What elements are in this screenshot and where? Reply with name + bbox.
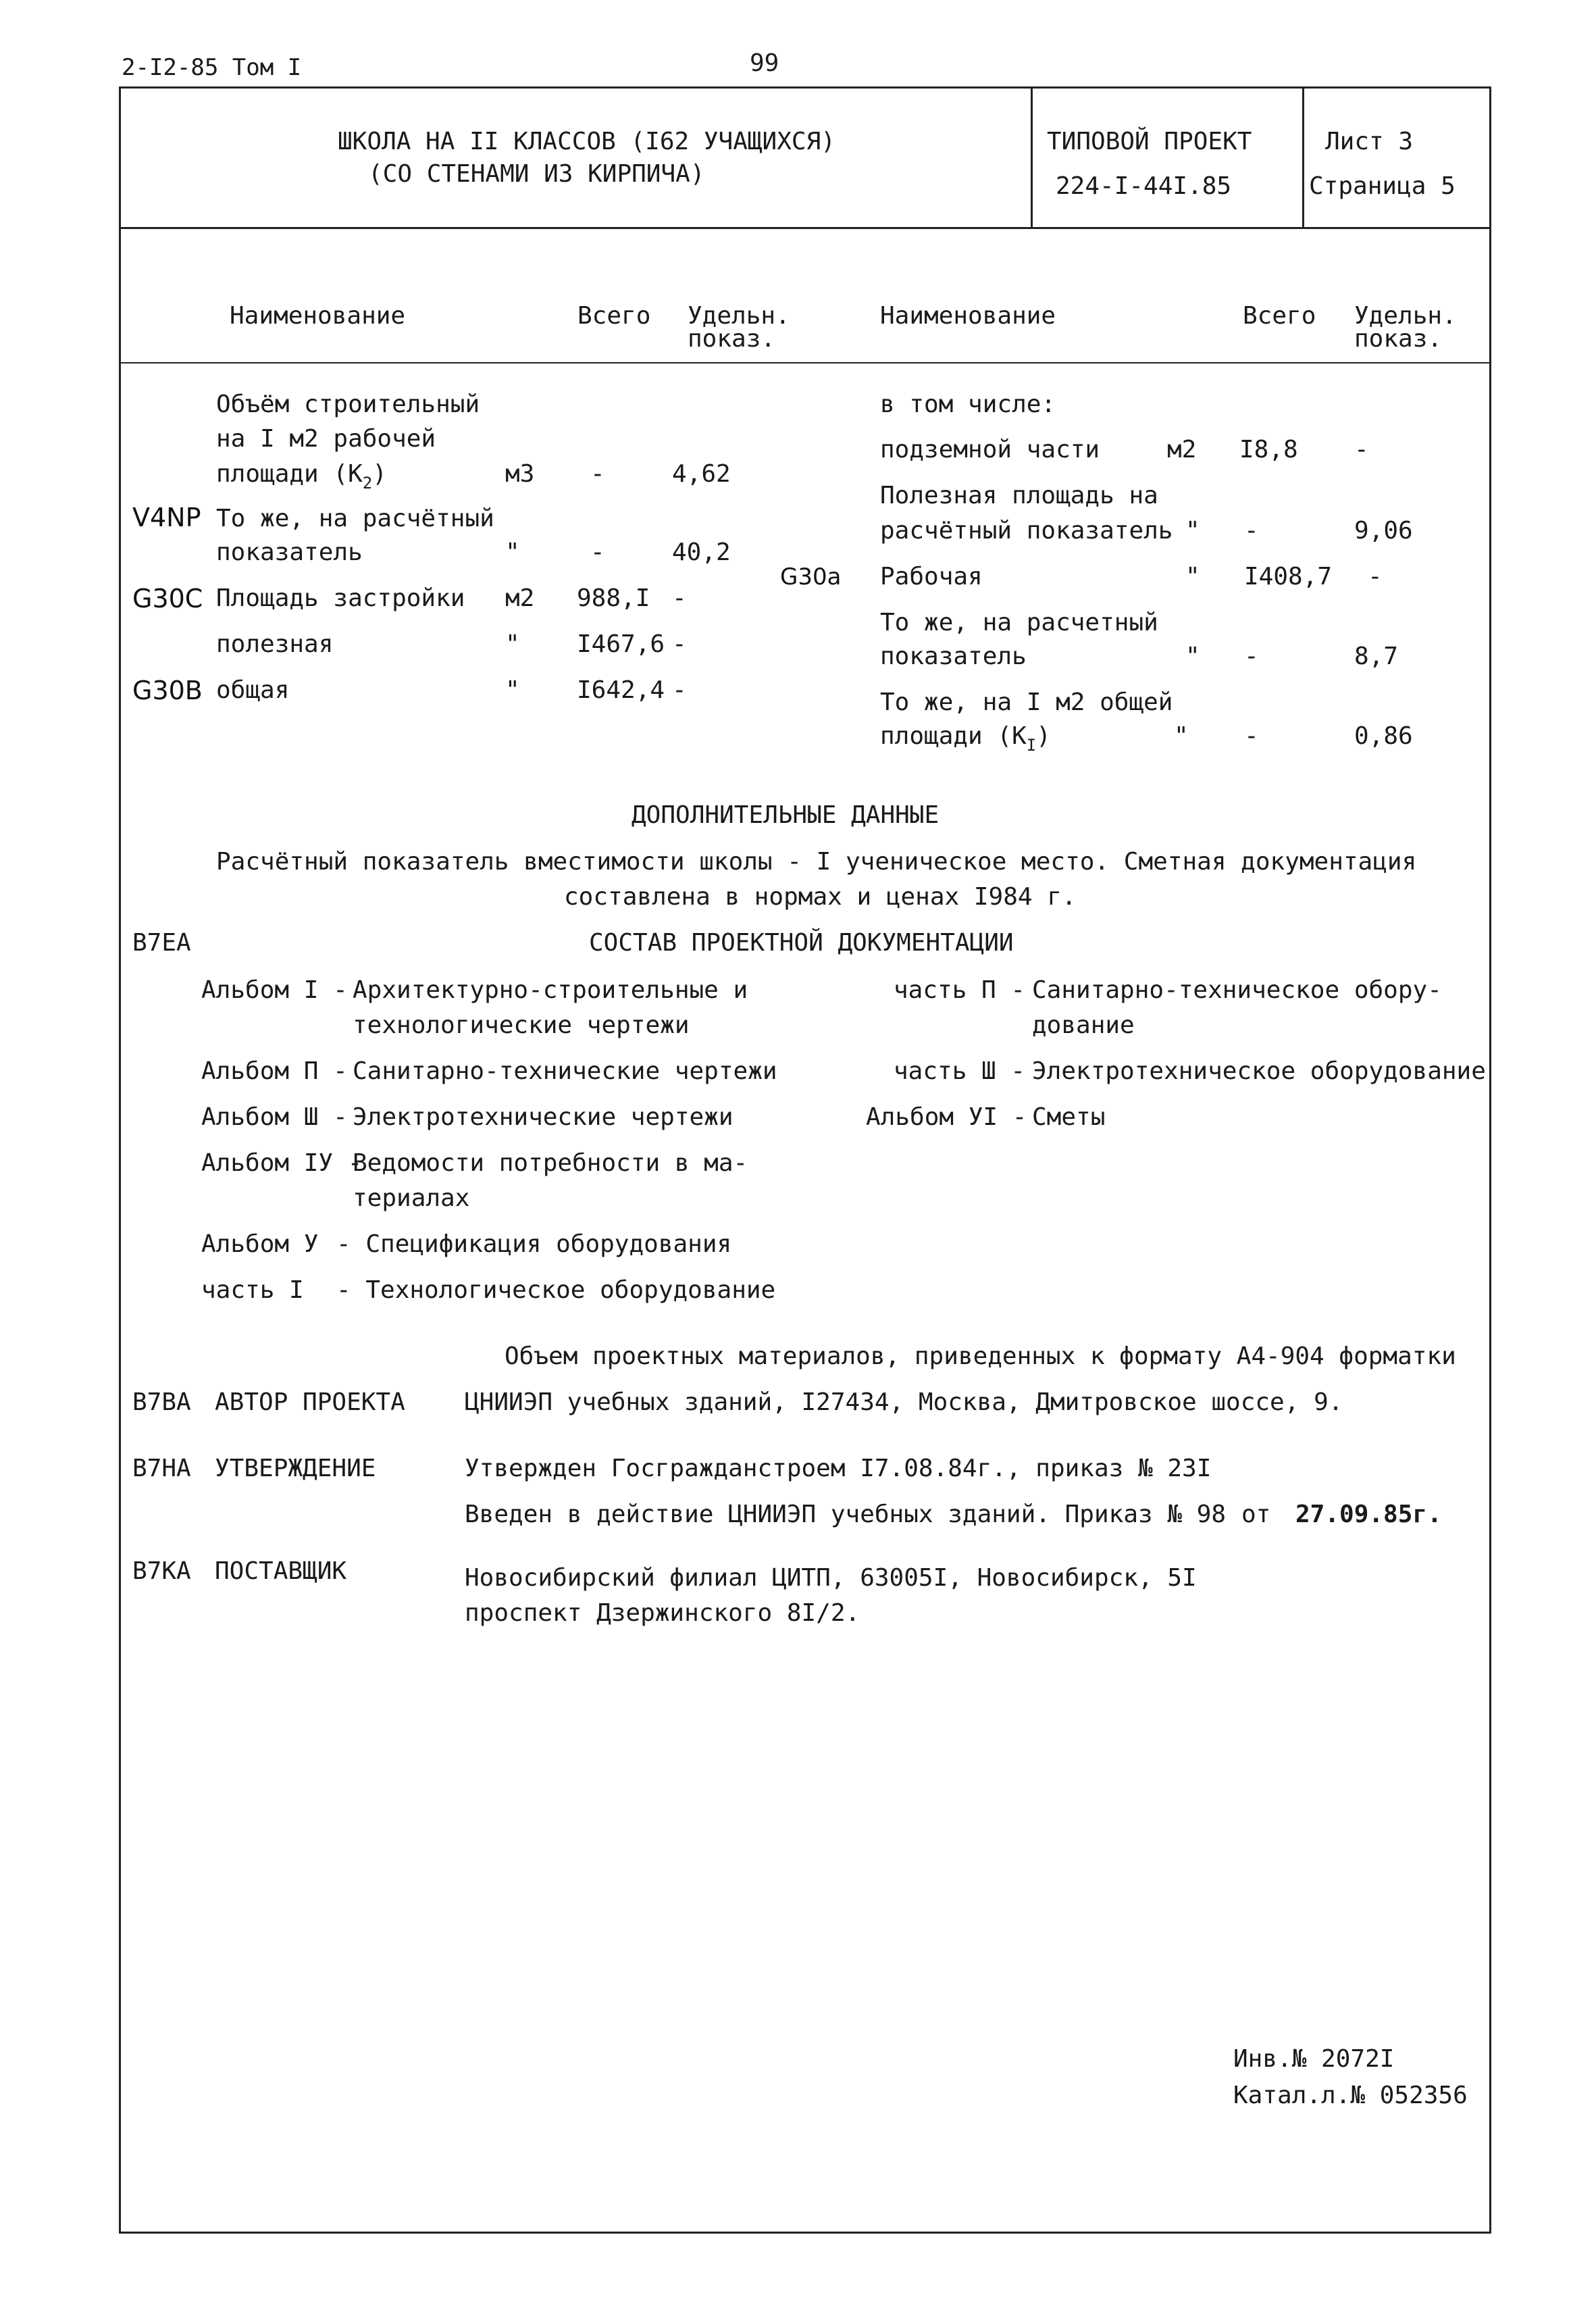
col-spec-right-1: Удельн. bbox=[1354, 302, 1457, 330]
info-decree: Введен в действие ЦНИИЭП учебных зданий. Приказ № 98 bbox=[465, 1501, 1227, 1528]
left-row-code: G30C bbox=[132, 584, 203, 613]
page-label: Страница 5 bbox=[1309, 172, 1456, 200]
right-row-spec: - bbox=[1354, 436, 1369, 463]
album-text: технологические чертежи bbox=[353, 1011, 690, 1039]
left-row-spec: - bbox=[672, 630, 687, 658]
right-row-line: Рабочая bbox=[880, 563, 983, 590]
col-name-left: Наименование bbox=[230, 302, 406, 330]
doc-code: 2-I2-85 Том I bbox=[122, 54, 302, 81]
left-row-total: 988,I bbox=[577, 584, 650, 612]
header-separator-2 bbox=[1302, 86, 1304, 228]
additional-text-1: Расчётный показатель вместимости школы - I ученическое место. Сметная документация bbox=[216, 848, 1417, 876]
left-row-spec: - bbox=[672, 676, 687, 704]
right-row-line: площади $(К_I)$ bbox=[880, 722, 1051, 755]
album-label: Альбом У bbox=[201, 1230, 319, 1258]
left-row-line: То же, на расчётный bbox=[216, 505, 494, 532]
right-row-unit: " bbox=[1185, 563, 1200, 590]
right-row-line: показатель bbox=[880, 643, 1027, 670]
album-text: Санитарно-технические чертежи bbox=[353, 1057, 777, 1085]
composition-heading: СОСТАВ ПРОЕКТНОЙ ДОКУМЕНТАЦИИ bbox=[589, 929, 1014, 957]
title-line-1: ШКОЛА НА II КЛАССОВ (I62 УЧАЩИХСЯ) bbox=[338, 128, 835, 155]
right-row-unit: " bbox=[1185, 517, 1200, 545]
right-row-unit: " bbox=[1174, 722, 1189, 750]
sheet-number: Лист 3 bbox=[1325, 128, 1414, 155]
left-row-line: общая bbox=[216, 676, 290, 704]
left-row-line: Площадь застройки bbox=[216, 584, 465, 612]
album-text: дование bbox=[1032, 1011, 1135, 1039]
left-row-spec: 4,62 bbox=[672, 460, 731, 488]
info-label: АВТОР ПРОЕКТА bbox=[215, 1388, 405, 1416]
album-label: Альбом П - bbox=[201, 1057, 348, 1085]
right-row-line: подземной части bbox=[880, 436, 1100, 463]
album-label: часть П - bbox=[894, 976, 1026, 1004]
right-row-line: в том числе: bbox=[880, 391, 1056, 418]
info-label: УТВЕРЖДЕНИЕ bbox=[215, 1455, 376, 1482]
album-text: - Технологическое оборудование bbox=[336, 1276, 776, 1304]
additional-text-2: составлена в нормах и ценах I984 г. bbox=[564, 883, 1077, 911]
title-line-2: (СО СТЕНАМИ ИЗ КИРПИЧА) bbox=[368, 160, 705, 188]
composition-code: B7EA bbox=[132, 929, 191, 957]
right-row-line: Полезная площадь на bbox=[880, 482, 1158, 509]
album-text: Архитектурно-строительные и bbox=[353, 976, 748, 1004]
left-row-total: I467,6 bbox=[577, 630, 665, 658]
right-row-total: I408,7 bbox=[1244, 563, 1333, 590]
header-divider bbox=[119, 227, 1491, 229]
left-row-code: G30B bbox=[132, 676, 203, 705]
right-row-line: То же, на расчетный bbox=[880, 609, 1158, 636]
info-code: B7KA bbox=[132, 1557, 191, 1585]
right-row-spec: 9,06 bbox=[1354, 517, 1413, 545]
col-name-right: Наименование bbox=[880, 302, 1056, 330]
info-line: ЦНИИЭП учебных зданий, I27434, Москва, Дмитровское шоссе, 9. bbox=[465, 1388, 1343, 1416]
info-label: ПОСТАВЩИК bbox=[215, 1557, 347, 1585]
left-row-line: полезная bbox=[216, 630, 334, 658]
album-text: Электротехнические чертежи bbox=[353, 1103, 733, 1131]
album-label: Альбом Ш - bbox=[201, 1103, 348, 1131]
info-line: Новосибирский филиал ЦИТП, 63005I, Новосибирск, 5I bbox=[465, 1564, 1197, 1592]
right-row-spec: - bbox=[1368, 563, 1383, 590]
info-line: проспект Дзержинского 8I/2. bbox=[465, 1599, 860, 1627]
volume-note: Объем проектных материалов, приведенных к формату А4-904 форматки bbox=[505, 1342, 1456, 1370]
album-label: Альбом УI - bbox=[866, 1103, 1027, 1131]
album-label: часть I bbox=[201, 1276, 304, 1304]
right-row-spec: 0,86 bbox=[1354, 722, 1413, 750]
col-spec-left-2: показ. bbox=[688, 325, 776, 353]
left-row-total: - bbox=[590, 538, 605, 566]
inventory-number: Инв.№ 2072I bbox=[1233, 2045, 1395, 2073]
left-row-line: Объём строительный bbox=[216, 391, 480, 418]
col-total-left: Всего bbox=[577, 302, 651, 330]
left-row-line: показатель bbox=[216, 538, 363, 566]
left-row-unit: " bbox=[505, 538, 520, 566]
project-type: ТИПОВОЙ ПРОЕКТ bbox=[1047, 128, 1252, 155]
right-row-unit: " bbox=[1185, 643, 1200, 670]
additional-heading: ДОПОЛНИТЕЛЬНЫЕ ДАННЫЕ bbox=[632, 801, 939, 829]
header-separator-1 bbox=[1031, 86, 1033, 228]
album-text: Ведомости потребности в ма- bbox=[353, 1149, 748, 1177]
left-row-code: V4NP bbox=[132, 503, 201, 532]
left-row-spec: - bbox=[672, 584, 687, 612]
album-text: - Спецификация оборудования bbox=[336, 1230, 732, 1258]
right-row-spec: 8,7 bbox=[1354, 643, 1399, 670]
right-row-line: расчётный показатель bbox=[880, 517, 1173, 545]
album-text: териалах bbox=[353, 1184, 470, 1212]
project-number: 224-I-44I.85 bbox=[1056, 172, 1232, 200]
album-label: Альбом IУ - bbox=[201, 1149, 363, 1177]
album-label: часть Ш - bbox=[894, 1057, 1026, 1085]
album-text: Сметы bbox=[1032, 1103, 1106, 1131]
album-label: Альбом I - bbox=[201, 976, 348, 1004]
left-row-line: на I м2 рабочей bbox=[216, 425, 436, 453]
info-line: Утвержден Госгражданстроем I7.08.84г., приказ № 23I bbox=[465, 1455, 1212, 1482]
right-row-total: I8,8 bbox=[1239, 436, 1298, 463]
info-date-prefix: от bbox=[1241, 1501, 1271, 1528]
col-spec-right-2: показ. bbox=[1354, 325, 1443, 353]
left-row-unit: " bbox=[505, 630, 520, 658]
info-date: 27.09.85г. bbox=[1295, 1501, 1442, 1528]
left-row-total: I642,4 bbox=[577, 676, 665, 704]
left-row-spec: 40,2 bbox=[672, 538, 731, 566]
right-row-total: - bbox=[1244, 517, 1259, 545]
left-row-total: - bbox=[590, 460, 605, 488]
album-text: Электротехническое оборудование bbox=[1032, 1057, 1486, 1085]
col-total-right: Всего bbox=[1243, 302, 1316, 330]
info-code: B7HA bbox=[132, 1455, 191, 1482]
left-row-unit: " bbox=[505, 676, 520, 704]
left-row-line: площади $(К_2)$ bbox=[216, 460, 387, 493]
album-text: Санитарно-техническое обору- bbox=[1032, 976, 1442, 1004]
right-row-unit: м2 bbox=[1167, 436, 1197, 463]
table-header-divider bbox=[119, 362, 1491, 363]
col-spec-left-1: Удельн. bbox=[688, 302, 790, 330]
left-row-unit: м3 bbox=[505, 460, 535, 488]
catalog-number: Катал.л.№ 052356 bbox=[1233, 2082, 1468, 2109]
info-code: B7BA bbox=[132, 1388, 191, 1416]
right-row-total: - bbox=[1244, 722, 1259, 750]
right-row-total: - bbox=[1244, 643, 1259, 670]
right-row-code: G30a bbox=[780, 563, 842, 590]
left-row-unit: м2 bbox=[505, 584, 535, 612]
right-row-line: То же, на I м2 общей bbox=[880, 688, 1173, 716]
page-number: 99 bbox=[750, 49, 779, 77]
